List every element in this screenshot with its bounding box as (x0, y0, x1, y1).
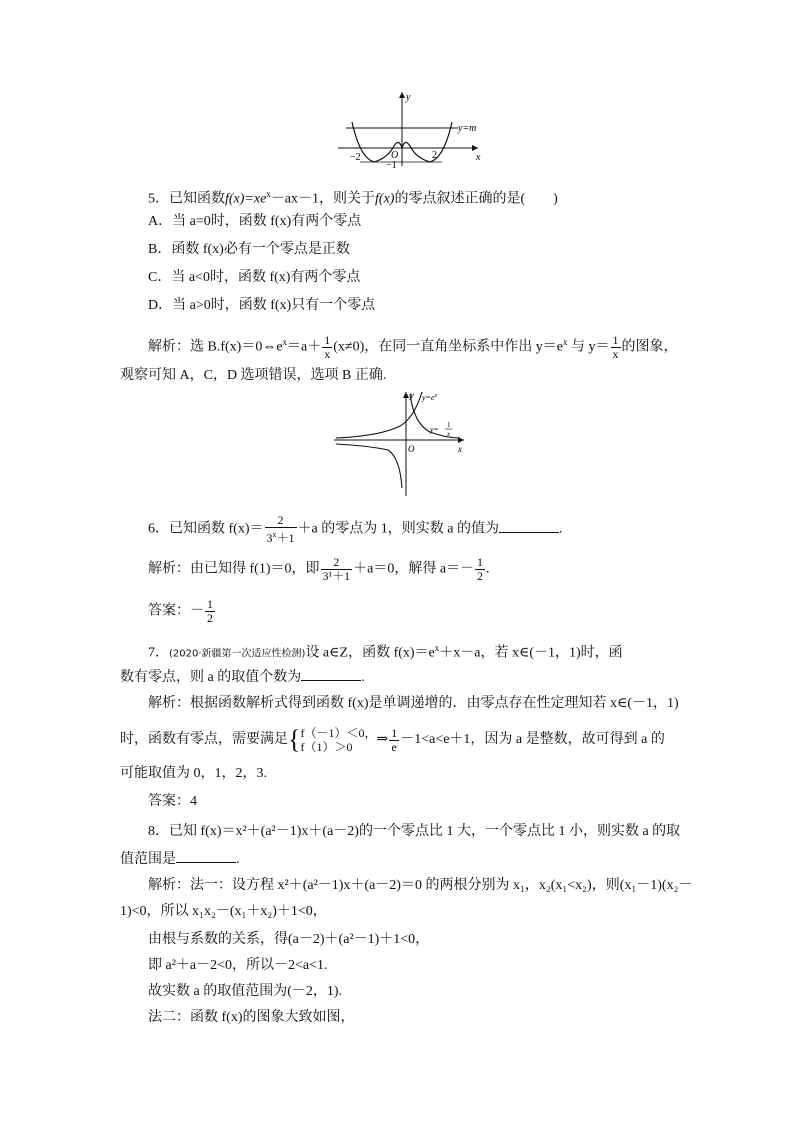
q5-sol-sup1: x (282, 337, 288, 347)
q6-stem-frac: $\frac{2}{3^x+1}$ (266, 513, 295, 545)
q6-sol-end: . (486, 561, 490, 577)
q7-stem-line1 (148, 638, 623, 665)
q7-answer: 答案：4 (148, 794, 197, 809)
x-label: x (458, 444, 462, 454)
q5-stem-a: 5．已知函数 (148, 191, 225, 207)
q5-stem-b: f(x)=xe (225, 191, 267, 207)
q5-option-a: A．当 a=0时，函数 f(x)有两个零点 (148, 214, 362, 229)
q6-sol-frac2: $\frac{1}{2}$ (477, 555, 484, 583)
q8-stem-2b: . (236, 852, 240, 867)
q6-answer (148, 598, 216, 625)
q7-sol-2c: －1<a<e＋1，因为 a 是整数，故可得到 a 的 (400, 732, 665, 748)
q6-stem-end: . (558, 521, 563, 537)
q5-stem-e: 的零点叙述正确的是( ) (394, 191, 558, 207)
q7-sol-frac: $\frac{1}{e}$ (391, 725, 398, 754)
q5-solution-line2: 观察可知 A，C，D 选项错误，选项 B 正确. (120, 368, 387, 383)
q5-option-d: D．当 a>0时，函数 f(x)只有一个零点 (148, 298, 376, 313)
tick-minus1: −1 (386, 160, 397, 168)
q6-sol-b: ＋a＝0，解得 a＝－ (353, 561, 475, 577)
inverse-curve-left (336, 444, 402, 488)
q7-number: 7． (148, 645, 169, 661)
q8-solution-line6: 法二：函数 f(x)的图象大致如图， (148, 1010, 355, 1025)
q5-stem-d: f(x) (375, 191, 395, 207)
q8-solution-line3: 由根与系数的关系，得(a－2)＋(a²－1)＋1<0， (148, 932, 430, 947)
q7-brace-system: f（－1）＜0， f（1）＞0 (300, 726, 377, 754)
q7-stem-2a: 数有零点，则 a 的取值个数为 (120, 670, 302, 685)
q5-sol-frac1: $\frac{1}{x}$ (324, 332, 331, 361)
q5-option-b: B．函数 f(x)必有一个零点是正数 (148, 242, 350, 257)
figure-2-graph (330, 388, 470, 498)
tick-2: 2 (432, 150, 437, 161)
q5-stem-c: －ax－1，则关于 (270, 191, 376, 207)
q7-source: (2020·新疆第一次适应性检测) (169, 648, 306, 660)
ym-label: y=m (458, 123, 477, 134)
q7-solution-line3: 可能取值为 0，1，2，3. (120, 766, 267, 781)
y-label: y (410, 390, 414, 400)
q5-solution-line1 (148, 332, 678, 361)
q7-stem-b: ＋x－a，若 x∈(－1，1)时，函 (439, 645, 623, 661)
q6-ans-frac: $\frac{1}{2}$ (207, 597, 213, 625)
q6-solution (148, 556, 490, 583)
q6-sol-a: 解析：由已知得 f(1)＝0，即 (148, 561, 320, 577)
q8-solution-line1: 解析：法一：设方程 x²＋(a²－1)x＋(a－2)＝0 的两根分别为 x₁，x₂(x₁<x₂)，则(x₁－1)(x₂－ (148, 878, 693, 893)
q7-sol-2a: 时，函数有零点，需要满足 (120, 732, 288, 748)
inv-label: y= (430, 425, 439, 434)
figure-1-graph (330, 88, 490, 168)
inv-num: 1 (447, 421, 451, 429)
q7-solution-line2: 时，函数有零点，需要满足{ f（－1）＜0， f（1）＞0 ⇒ $\frac{1}{e}$ －1<a<e＋1，因为 a 是整数，故可得到 a 的 (120, 725, 665, 754)
q7-stem-sup: x (434, 643, 440, 653)
q7-sol-implies: ⇒ (376, 732, 389, 748)
q6-ans-label: 答案：－ (148, 603, 204, 619)
q8-stem-2a: 值范围是 (120, 852, 176, 867)
inv-den: x (447, 430, 451, 438)
q8-answer-blank (176, 848, 236, 863)
q7-solution-line1: 解析：根据函数解析式得到函数 f(x)是单调递增的．由零点存在性定理知若 x∈(－1，1) (148, 696, 679, 711)
o-label: O (408, 444, 415, 454)
q8-stem-line2 (120, 848, 240, 870)
q7-stem-a: 设 a∈Z，函数 f(x)＝e (305, 645, 435, 661)
q5-option-c: C．当 a<0时，函数 f(x)有两个零点 (148, 270, 361, 285)
q7-stem-line2 (120, 666, 365, 688)
q5-stem-sup: x (266, 189, 271, 199)
q6-stem-a: 6．已知函数 f(x)＝ (148, 521, 264, 537)
q5-sol-1b: ＝a＋ (287, 339, 322, 355)
tick-minus2: −2 (350, 152, 361, 163)
ex-label: $y=e^x$ (422, 393, 438, 402)
q6-sol-frac: $\frac{2}{\text{3¹＋1}}$ (322, 555, 351, 583)
x-axis-label: x (476, 152, 481, 163)
q8-solution-line2: 1)<0，所以 x₁x₂－(x₁＋x₂)＋1<0， (120, 904, 327, 919)
q5-sol-1e: 的图象， (621, 339, 678, 355)
q5-sol-1a: 解析：选 B.f(x)＝0⇔e (148, 339, 283, 355)
q8-solution-line4: 即 a²＋a－2<0，所以－2<a<1. (148, 958, 328, 973)
q5-sol-1c: (x≠0)，在同一直角坐标系中作出 y＝e (333, 339, 563, 355)
q6-stem-b: ＋a 的零点为 1，则实数 a 的值为 (297, 521, 499, 537)
q7-stem-2b: . (361, 670, 365, 685)
q5-sol-frac2: $\frac{1}{x}$ (612, 332, 619, 361)
q7-answer-blank (301, 666, 361, 681)
q5-sol-sup2: x (563, 337, 568, 347)
origin-label: O (391, 150, 399, 161)
q6-answer-blank (499, 518, 559, 533)
q6-stem (148, 514, 562, 545)
q8-solution-line5: 故实数 a 的取值范围为(－2，1). (148, 984, 343, 999)
y-axis-label: y (406, 92, 411, 103)
q5-stem (148, 184, 558, 210)
q5-sol-1d: 与 y＝ (567, 339, 610, 355)
q8-stem-line1: 8．已知 f(x)＝x²＋(a²－1)x＋(a－2)的一个零点比 1 大，一个零点比 1 小，则实数 a 的取 (148, 824, 681, 839)
